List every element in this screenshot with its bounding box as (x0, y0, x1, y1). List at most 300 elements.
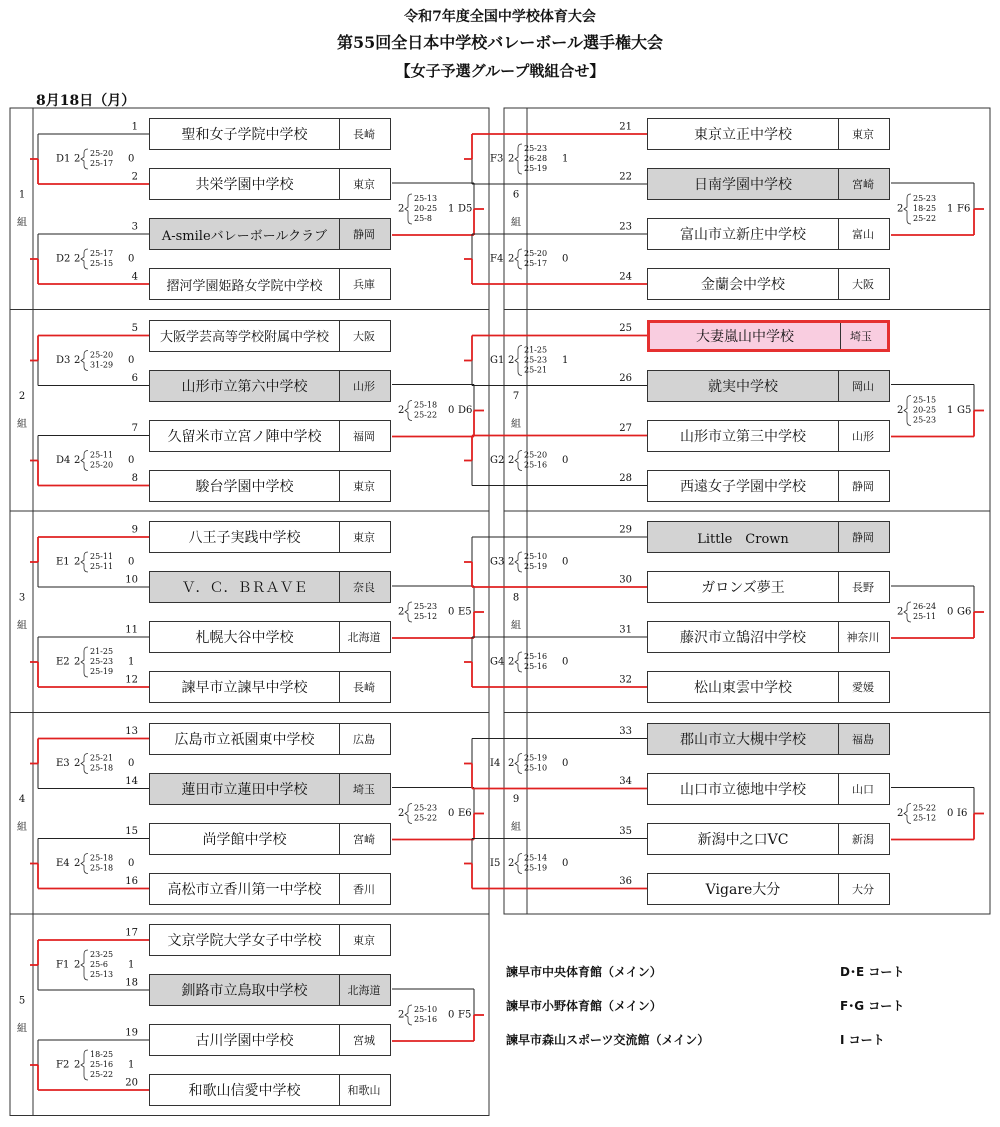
group-number: 8 (512, 592, 520, 604)
seed-number: 7 (131, 423, 138, 434)
team-box (647, 873, 890, 905)
final-lose-sets: 1 (947, 405, 954, 416)
match-win-sets: 2 (508, 858, 515, 869)
match-lose-sets: 0 (562, 858, 569, 869)
seed-number: 26 (619, 373, 632, 384)
team-prefecture: 埼玉 (353, 782, 375, 796)
group-kanji: 組 (511, 217, 521, 229)
set-score: 25-17 (90, 159, 114, 168)
seed-number: 23 (619, 221, 632, 233)
team-prefecture: 静岡 (353, 228, 375, 241)
seed-number: 20 (125, 1077, 138, 1089)
team-name: 広島市立祇園東中学校 (150, 724, 340, 754)
group-number: 1 (18, 189, 26, 201)
set-score: 25-23 (524, 144, 548, 153)
match-win-sets: 2 (74, 656, 81, 668)
seed-number: 14 (125, 776, 138, 787)
team-box (647, 168, 890, 200)
match-lose-sets: 1 (128, 656, 135, 668)
team-name: Vigare大分 (648, 874, 839, 904)
seed-number: 30 (619, 574, 632, 586)
set-score: 25-21 (524, 365, 548, 375)
set-score: 25-15 (90, 259, 114, 268)
match-lose-sets: 0 (562, 253, 569, 265)
set-score: 25-23 (913, 415, 937, 425)
match-lose-sets: 0 (562, 556, 569, 568)
team-prefecture: 長崎 (353, 681, 375, 694)
team-name: 文京学院大学女子中学校 (150, 925, 340, 955)
set-score: 25-15 (913, 395, 937, 405)
seed-number: 5 (131, 323, 138, 334)
championship-title: 第55回全日本中学校バレーボール選手権大会 (337, 33, 663, 52)
team-prefecture: 和歌山 (347, 1084, 381, 1097)
team-box (647, 773, 890, 805)
set-score: 25-18 (414, 400, 438, 410)
match-date: 8月18日（月） (36, 93, 136, 109)
seed-number: 10 (125, 574, 138, 586)
set-score: 26-24 (913, 602, 937, 611)
team-prefecture: 宮崎 (353, 832, 375, 846)
final-lose-sets: 0 (947, 606, 954, 618)
team-name: 聖和女子学院中学校 (150, 119, 340, 149)
final-code: D6 (458, 405, 473, 416)
match-lose-sets: 0 (128, 455, 135, 466)
set-score: 25-11 (90, 552, 114, 561)
seed-number: 19 (125, 1027, 138, 1039)
match-lose-sets: 0 (562, 455, 569, 466)
group-kanji: 組 (17, 620, 27, 632)
team-name: 藤沢市立鵠沼中学校 (648, 622, 839, 652)
venue-court: D･E コート (840, 965, 905, 979)
score-brace (81, 552, 88, 572)
seed-number: 15 (125, 826, 138, 837)
match-win-sets: 2 (508, 355, 515, 366)
match-win-sets: 2 (74, 758, 81, 769)
group-number: 2 (18, 390, 26, 402)
set-score: 25-16 (524, 460, 548, 470)
match-code: G3 (490, 556, 505, 568)
team-box (149, 320, 391, 352)
set-score: 25-23 (913, 194, 937, 203)
team-name: 高松市立香川第一中学校 (150, 874, 340, 904)
set-score: 25-16 (90, 1060, 114, 1069)
team-box (647, 268, 890, 300)
team-box (647, 621, 890, 653)
team-box (149, 671, 391, 703)
group-kanji: 組 (17, 1023, 27, 1035)
team-box (149, 420, 391, 452)
set-score: 25-11 (913, 612, 937, 621)
set-score: 25-22 (414, 410, 438, 420)
team-name: 共栄学園中学校 (150, 169, 340, 199)
set-score: 23-25 (90, 950, 114, 959)
team-prefecture: 埼玉 (850, 329, 872, 343)
team-name: 郡山市立大槻中学校 (648, 724, 839, 754)
team-name: 尚学館中学校 (150, 824, 340, 854)
team-name: 山口市立徳地中学校 (648, 774, 839, 804)
score-brace (81, 149, 88, 169)
team-name: 蓮田市立蓮田中学校 (150, 774, 340, 804)
set-score: 25-22 (913, 803, 937, 813)
team-box (149, 823, 391, 855)
seed-number: 25 (619, 323, 632, 334)
match-win-sets: 2 (74, 959, 81, 971)
match-code: G4 (490, 656, 505, 668)
team-box (149, 1074, 391, 1106)
team-name: 新潟中之口VC (648, 824, 839, 854)
score-brace (81, 351, 88, 371)
match-code: E1 (56, 556, 70, 568)
team-prefecture: 長野 (852, 581, 874, 594)
team-prefecture: 神奈川 (846, 631, 880, 644)
team-name: 諫早市立諫早中学校 (150, 672, 340, 702)
score-brace (904, 194, 911, 224)
team-box (647, 723, 890, 755)
set-score: 25-10 (414, 1005, 438, 1014)
set-score: 25-20 (524, 249, 548, 258)
team-name: 東京立正中学校 (648, 119, 839, 149)
group-number: 4 (18, 793, 26, 805)
team-box (149, 268, 391, 300)
team-box (149, 521, 391, 553)
final-code: D5 (458, 203, 473, 215)
set-score: 25-13 (90, 970, 114, 979)
final-win-sets: 2 (398, 606, 405, 618)
match-win-sets: 2 (74, 153, 81, 165)
set-score: 25-22 (414, 813, 438, 823)
set-score: 25-12 (414, 612, 438, 621)
match-win-sets: 2 (508, 656, 515, 668)
match-code: G2 (490, 455, 505, 466)
team-prefecture: 奈良 (353, 581, 375, 594)
team-name: 釧路市立鳥取中学校 (150, 975, 340, 1005)
venue-name: 諫早市森山スポーツ交流館（メイン） (506, 1033, 710, 1047)
team-name: 山形市立第三中学校 (648, 421, 839, 451)
team-prefecture: 東京 (353, 479, 375, 493)
seed-number: 6 (131, 373, 138, 384)
seed-number: 2 (131, 171, 138, 183)
match-lose-sets: 1 (562, 355, 569, 366)
score-brace (81, 647, 88, 677)
match-win-sets: 2 (74, 253, 81, 265)
set-score: 25-11 (90, 450, 114, 460)
set-score: 25-18 (90, 863, 114, 873)
team-box (149, 924, 391, 956)
final-code: E6 (458, 808, 472, 819)
match-lose-sets: 0 (128, 556, 135, 568)
set-score: 25-14 (524, 853, 548, 863)
set-score: 20-25 (913, 405, 937, 415)
set-score: 25-22 (90, 1070, 114, 1079)
team-prefecture: 長崎 (353, 128, 375, 141)
set-score: 25-16 (524, 662, 548, 671)
match-lose-sets: 0 (128, 153, 135, 165)
match-code: F3 (490, 153, 504, 165)
team-prefecture: 富山 (852, 228, 874, 241)
set-score: 25-17 (524, 259, 548, 268)
team-prefecture: 東京 (353, 934, 375, 947)
match-code: D2 (56, 253, 71, 265)
score-brace (405, 804, 412, 824)
team-box (149, 773, 391, 805)
seed-number: 4 (131, 271, 138, 283)
match-win-sets: 2 (74, 858, 81, 869)
seed-number: 16 (125, 876, 138, 887)
match-code: G1 (490, 355, 505, 366)
venue-name: 諫早市中央体育館（メイン） (506, 965, 662, 979)
final-code: F5 (458, 1009, 472, 1021)
final-code: G6 (957, 606, 972, 618)
set-score: 25-20 (90, 350, 114, 360)
set-score: 25-21 (90, 753, 114, 763)
set-score: 18-25 (913, 204, 937, 213)
set-score: 25-8 (414, 214, 432, 223)
team-prefecture: 北海道 (347, 984, 381, 997)
match-code: E4 (56, 858, 70, 869)
set-score: 25-11 (90, 562, 114, 571)
set-score: 25-13 (414, 194, 438, 203)
match-code: D3 (56, 355, 71, 366)
match-code: E3 (56, 758, 70, 769)
seed-number: 22 (619, 171, 632, 183)
set-score: 25-16 (524, 652, 548, 661)
team-prefecture: 福岡 (353, 429, 375, 443)
group-kanji: 組 (511, 418, 521, 430)
team-name: 松山東雲中学校 (648, 672, 839, 702)
set-score: 25-19 (90, 667, 114, 676)
set-score: 25-19 (524, 562, 548, 571)
seed-number: 31 (619, 624, 632, 636)
match-code: D1 (56, 153, 71, 165)
score-brace (515, 144, 522, 174)
score-brace (904, 804, 911, 824)
team-name: 久留米市立宮ノ陣中学校 (150, 421, 340, 451)
team-name: 日南学園中学校 (648, 169, 839, 199)
score-brace (515, 652, 522, 672)
team-prefecture: 山形 (353, 379, 375, 393)
final-win-sets: 2 (398, 405, 405, 416)
team-prefecture: 広島 (353, 732, 375, 746)
team-box (647, 320, 890, 352)
team-box (149, 370, 391, 402)
team-box (149, 723, 391, 755)
final-lose-sets: 1 (947, 203, 954, 215)
seed-number: 33 (619, 726, 632, 737)
score-brace (515, 854, 522, 874)
team-prefecture: 香川 (353, 882, 375, 896)
match-code: E2 (56, 656, 70, 668)
final-code: F6 (957, 203, 971, 215)
event-title: 令和7年度全国中学校体育大会 (404, 9, 596, 25)
score-brace (405, 1005, 412, 1025)
match-code: F2 (56, 1059, 70, 1071)
group-number: 7 (512, 390, 520, 402)
score-brace (904, 602, 911, 622)
team-box (647, 521, 890, 553)
team-box (149, 974, 391, 1006)
seed-number: 17 (125, 927, 138, 939)
team-box (149, 218, 391, 250)
team-prefecture: 山口 (852, 782, 874, 796)
team-box (149, 621, 391, 653)
team-prefecture: 岡山 (852, 379, 874, 393)
group-kanji: 組 (511, 620, 521, 632)
set-score: 26-28 (524, 154, 548, 163)
set-score: 25-20 (90, 149, 114, 158)
final-win-sets: 2 (897, 203, 904, 215)
group-number: 3 (18, 592, 26, 604)
score-brace (81, 249, 88, 269)
team-name: A-smileバレーボールクラブ (150, 219, 340, 249)
match-win-sets: 2 (74, 355, 81, 366)
team-name: ガロンズ夢王 (648, 572, 839, 602)
seed-number: 8 (131, 473, 138, 484)
score-brace (515, 552, 522, 572)
match-lose-sets: 1 (128, 959, 135, 971)
team-prefecture: 福島 (852, 732, 874, 746)
match-lose-sets: 0 (128, 253, 135, 265)
seed-number: 18 (125, 977, 138, 989)
score-brace (81, 854, 88, 874)
seed-number: 27 (619, 423, 632, 434)
seed-number: 1 (131, 121, 138, 133)
group-number: 9 (512, 793, 520, 805)
score-brace (81, 451, 88, 471)
set-score: 25-19 (524, 753, 548, 763)
team-prefecture: 大阪 (353, 329, 375, 343)
match-lose-sets: 0 (128, 758, 135, 769)
score-brace (405, 194, 412, 224)
seed-number: 12 (125, 674, 138, 686)
team-box (149, 168, 391, 200)
match-win-sets: 2 (508, 153, 515, 165)
match-win-sets: 2 (74, 1059, 81, 1071)
team-name: 就実中学校 (648, 371, 839, 401)
team-box (149, 470, 391, 502)
final-win-sets: 2 (398, 1009, 405, 1021)
match-lose-sets: 0 (128, 858, 135, 869)
team-box (647, 118, 890, 150)
set-score: 31-29 (90, 360, 114, 370)
team-name: 摺河学園姫路女学院中学校 (150, 269, 340, 299)
set-score: 25-6 (90, 960, 108, 969)
team-box (647, 470, 890, 502)
set-score: 25-20 (524, 450, 548, 460)
seed-number: 36 (619, 876, 632, 887)
match-code: F4 (490, 253, 504, 265)
seed-number: 9 (131, 524, 138, 536)
final-win-sets: 2 (897, 405, 904, 416)
set-score: 20-25 (414, 204, 438, 213)
team-name: 古川学園中学校 (150, 1025, 340, 1055)
match-lose-sets: 0 (562, 656, 569, 668)
seed-number: 28 (619, 473, 632, 484)
score-brace (81, 754, 88, 774)
team-name: 八王子実践中学校 (150, 522, 340, 552)
match-win-sets: 2 (508, 253, 515, 265)
group-number: 6 (512, 189, 520, 201)
team-name: 大阪学芸高等学校附属中学校 (150, 321, 340, 351)
team-box (149, 1024, 391, 1056)
set-score: 25-16 (414, 1015, 438, 1024)
set-score: 25-23 (414, 803, 438, 813)
team-prefecture: 北海道 (347, 631, 381, 644)
set-score: 25-17 (90, 249, 114, 258)
match-win-sets: 2 (508, 758, 515, 769)
score-brace (515, 754, 522, 774)
set-score: 25-19 (524, 164, 548, 173)
team-prefecture: 大阪 (852, 278, 874, 291)
group-kanji: 組 (17, 821, 27, 833)
score-brace (81, 1050, 88, 1080)
final-lose-sets: 0 (448, 1009, 455, 1021)
set-score: 25-12 (913, 813, 937, 823)
team-prefecture: 兵庫 (353, 278, 375, 291)
seed-number: 3 (131, 221, 138, 233)
team-name: 駿台学園中学校 (150, 471, 340, 501)
set-score: 18-25 (90, 1050, 114, 1059)
final-code: I6 (957, 808, 968, 819)
set-score: 25-18 (90, 853, 114, 863)
final-lose-sets: 0 (448, 405, 455, 416)
venue-court: F･G コート (840, 999, 905, 1013)
score-brace (81, 950, 88, 980)
score-brace (515, 451, 522, 471)
final-code: G5 (957, 405, 972, 416)
set-score: 25-20 (90, 460, 114, 470)
set-score: 25-23 (524, 355, 548, 365)
match-lose-sets: 1 (562, 153, 569, 165)
match-code: I4 (490, 758, 501, 769)
group-kanji: 組 (511, 821, 521, 833)
final-code: E5 (458, 606, 472, 618)
score-brace (515, 346, 522, 376)
team-name: Little Crown (648, 522, 839, 552)
team-name: 和歌山信愛中学校 (150, 1075, 340, 1105)
set-score: 21-25 (90, 647, 114, 656)
final-lose-sets: 0 (448, 808, 455, 819)
final-win-sets: 2 (897, 808, 904, 819)
group-kanji: 組 (17, 418, 27, 430)
team-name: 山形市立第六中学校 (150, 371, 340, 401)
final-lose-sets: 1 (448, 203, 455, 215)
team-box (647, 823, 890, 855)
team-box (647, 671, 890, 703)
set-score: 25-23 (90, 657, 114, 666)
team-box (149, 571, 391, 603)
team-box (647, 218, 890, 250)
group-kanji: 組 (17, 217, 27, 229)
team-prefecture: 新潟 (852, 832, 874, 846)
team-name: Ｖ．Ｃ．ＢＲＡＶＥ (150, 572, 340, 602)
team-box (647, 370, 890, 402)
set-score: 25-19 (524, 863, 548, 873)
final-lose-sets: 0 (947, 808, 954, 819)
team-name: 大妻嵐山中学校 (650, 323, 841, 349)
score-brace (515, 249, 522, 269)
seed-number: 11 (125, 624, 138, 636)
score-brace (405, 602, 412, 622)
bracket-subtitle: 【女子予選グループ戦組合せ】 (395, 62, 605, 80)
set-score: 21-25 (524, 345, 548, 355)
team-name: 金蘭会中学校 (648, 269, 839, 299)
team-prefecture: 宮崎 (852, 178, 874, 191)
match-lose-sets: 0 (562, 758, 569, 769)
set-score: 25-10 (524, 763, 548, 773)
team-prefecture: 静岡 (852, 531, 874, 544)
team-box (647, 420, 890, 452)
seed-number: 24 (619, 271, 632, 283)
